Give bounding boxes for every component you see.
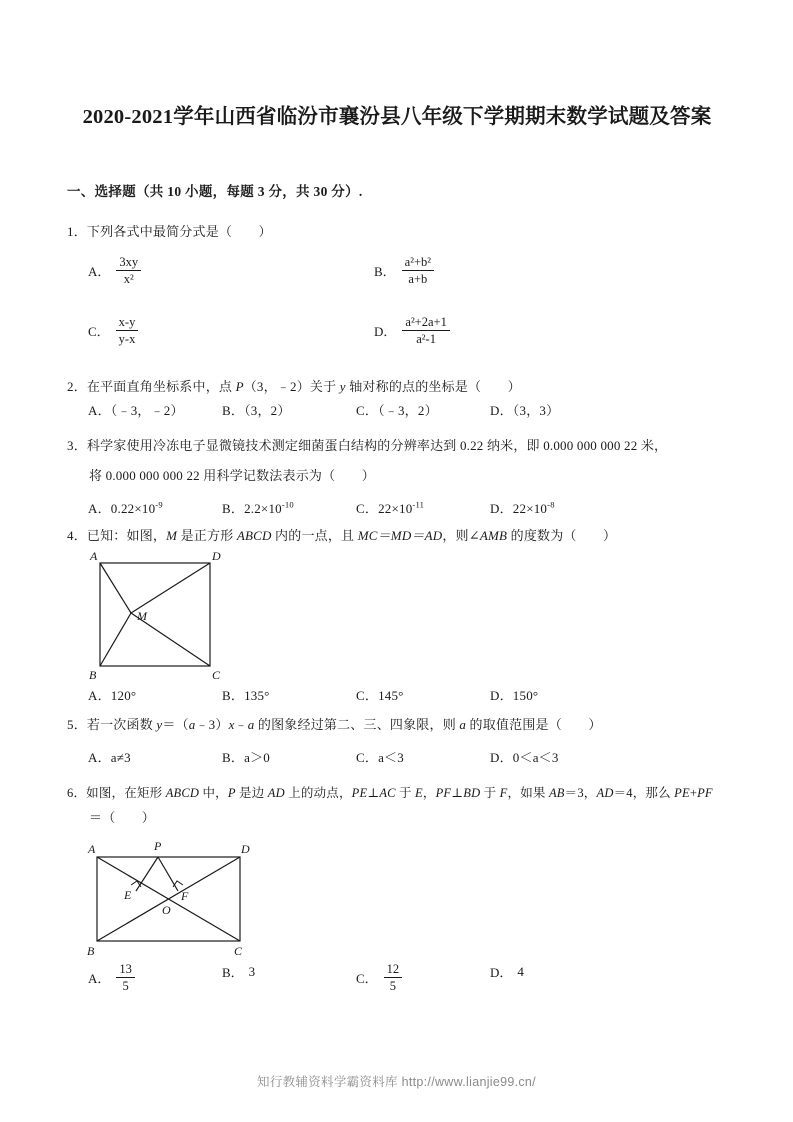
question-6-option-d <box>490 962 524 981</box>
segment-pe-2: PE <box>674 786 690 800</box>
option-d-mantissa: 22×10 <box>512 501 548 516</box>
question-4-number: 4． <box>67 528 87 543</box>
question-4-figure <box>84 550 234 685</box>
question-3-option-a <box>88 498 163 517</box>
perp-symbol-1: ⊥ <box>367 786 380 800</box>
option-c-denominator: 5 <box>389 979 397 993</box>
option-c-numerator: x-y <box>118 315 136 329</box>
option-b-label: B． <box>222 501 245 516</box>
question-3-option-c <box>356 498 424 517</box>
option-d-value: 4 <box>517 963 524 979</box>
question-3-options <box>67 498 739 522</box>
question-2-option-c: C．（﹣3，2） <box>356 403 438 418</box>
question-5-text-part-2: ＝（ <box>162 717 189 732</box>
vertex-label-b: B <box>87 944 95 958</box>
label-abcd: ABCD <box>236 528 272 543</box>
option-b-label: B． <box>222 965 244 980</box>
question-5-option-a: A．a≠3 <box>88 750 131 765</box>
variable-m: M <box>166 528 178 543</box>
question-6-stem-line-1 <box>67 781 739 805</box>
option-a-label: A． <box>88 501 111 516</box>
q6-part-1: 如图，在矩形 <box>86 786 166 800</box>
vertex-label-d: D <box>241 842 250 856</box>
question-1-stem <box>67 220 739 244</box>
question-4-text-part-1: 已知：如图， <box>86 528 167 543</box>
option-d-numerator: a²+2a+1 <box>405 315 447 329</box>
point-e: E <box>415 786 423 800</box>
question-1-number: 1． <box>67 224 87 239</box>
page-title: 2020-2021学年山西省临汾市襄汾县八年级下学期期末数学试题及答案 <box>82 106 712 128</box>
point-p: P <box>227 786 236 800</box>
segment-ad: AD <box>267 786 285 800</box>
question-5-number: 5． <box>67 717 87 732</box>
question-5-text-part-3: ﹣3） <box>195 717 229 732</box>
segment-pe: PE <box>351 786 368 800</box>
square-abcd-diagram <box>84 550 234 685</box>
question-5-options <box>67 747 739 771</box>
option-c-denominator: y-x <box>118 332 136 346</box>
segment-ab: AB <box>548 786 565 800</box>
variable-y: y <box>156 717 163 732</box>
q6-part-3: 是边 <box>235 786 268 800</box>
segment-pf <box>158 857 178 891</box>
question-6-number: 6． <box>67 786 87 800</box>
vertex-label-a: A <box>88 842 96 856</box>
option-a-fraction <box>116 255 141 286</box>
option-c-exponent: -11 <box>412 499 425 510</box>
relation-mc-md-ad: MC＝MD＝AD <box>357 528 443 543</box>
segment-pf-2: PF <box>697 786 713 800</box>
q6-part-7: 于 <box>480 786 500 800</box>
angle-amb: AMB <box>479 528 508 543</box>
option-a-exponent: -9 <box>155 499 163 510</box>
question-3-text-line-2: 将 0.000 000 000 22 用科学记数法表示为（ ） <box>89 468 375 483</box>
variable-x: x <box>228 717 235 732</box>
option-a-numerator: 3xy <box>119 255 139 269</box>
question-3-stem-line-2 <box>89 464 739 488</box>
question-5-option-d: D．0＜a＜3 <box>490 750 559 765</box>
option-c-label: C． <box>356 501 379 516</box>
point-label-o: O <box>162 903 171 917</box>
question-1-option-d <box>374 315 451 346</box>
question-3-option-b <box>222 498 294 517</box>
option-b-label: B． <box>374 264 396 279</box>
point-label-f: F <box>181 889 189 903</box>
question-2-option-a: A．（﹣3，﹣2） <box>88 403 184 418</box>
question-4-option-c: C．145° <box>356 688 404 703</box>
option-d-label: D． <box>490 965 513 980</box>
question-6-option-b <box>222 962 255 981</box>
segment-bm <box>100 613 131 666</box>
q6-part-8: ，如果 <box>507 786 549 800</box>
vertex-label-c: C <box>212 668 221 682</box>
question-6-stem-line-2 <box>89 806 761 830</box>
option-d-label: D． <box>374 324 397 339</box>
question-4-text-part-3: 内的一点，且 <box>271 528 358 543</box>
question-5-text-part-4: ﹣ <box>234 717 248 732</box>
question-3-stem-line-1 <box>67 434 739 458</box>
option-b-mantissa: 2.2×10 <box>244 501 282 516</box>
point-label-p: P <box>154 839 162 853</box>
question-2-option-b: B．（3，2） <box>222 403 291 418</box>
question-2-number: 2． <box>67 379 87 394</box>
question-5-option-c: C．a＜3 <box>356 750 404 765</box>
option-d-label: D． <box>490 501 513 516</box>
segment-pf: PF <box>435 786 452 800</box>
question-4-stem <box>67 524 739 548</box>
perp-symbol-2: ⊥ <box>451 786 464 800</box>
option-a-label: A． <box>88 971 111 986</box>
option-a-label: A． <box>88 264 111 279</box>
question-6-option-c <box>356 962 403 993</box>
option-d-denominator: a²-1 <box>416 332 436 346</box>
question-1-text: 下列各式中最简分式是（ ） <box>86 224 272 239</box>
q6-part-4: 上的动点， <box>284 786 352 800</box>
question-5-text-part-5: 的图象经过第二、三、四象限，则 <box>254 717 460 732</box>
vertex-label-m: M <box>137 609 147 623</box>
question-5-text-part-1: 若一次函数 <box>86 717 157 732</box>
question-2-text-part-1: 在平面直角坐标系中，点 <box>86 379 236 394</box>
variable-a-2: a <box>247 717 255 732</box>
option-d-fraction <box>402 315 449 346</box>
option-c-label: C． <box>88 324 110 339</box>
footer-watermark: 知行教辅资料学霸资料库 http://www.lianjie99.cn/ <box>257 1075 536 1089</box>
question-2-stem <box>67 375 739 399</box>
vertex-label-b: B <box>89 668 97 682</box>
rectangle-abcd-diagram <box>84 836 259 961</box>
question-6-figure <box>84 836 259 961</box>
option-c-numerator: 12 <box>386 962 400 976</box>
option-c-fraction <box>116 315 139 346</box>
question-1-option-b <box>374 255 435 286</box>
option-d-exponent: -8 <box>547 499 555 510</box>
question-6-option-a <box>88 962 136 993</box>
variable-y: y <box>339 379 346 394</box>
vertex-label-a: A <box>90 549 98 563</box>
question-2-option-d: D．（3，3） <box>490 403 560 418</box>
question-4-text-part-4: ，则∠ <box>442 528 480 543</box>
question-5-text-part-6: 的取值范围是（ ） <box>466 717 602 732</box>
option-c-fraction <box>384 962 403 993</box>
question-6-options <box>67 962 739 1002</box>
point-f: F <box>499 786 508 800</box>
question-5-stem <box>67 713 739 737</box>
question-4-text-part-2: 是正方形 <box>177 528 237 543</box>
question-4-option-a: A．120° <box>88 688 137 703</box>
question-1-options-row-2 <box>67 315 739 360</box>
question-6-text-line-2: ＝（ ） <box>89 810 156 825</box>
question-4-option-b: B．135° <box>222 688 270 703</box>
q6-part-10: ＝4，那么 <box>613 786 675 800</box>
q6-part-6: ， <box>422 786 436 800</box>
question-1-options-row-1 <box>67 255 739 300</box>
question-3-text-line-1: 科学家使用冷冻电子显微镜技术测定细菌蛋白结构的分辨率达到 0.22 纳米，即 0.000 000 000 22 米， <box>86 438 668 453</box>
segment-ac: AC <box>379 786 396 800</box>
option-b-numerator: a²+b² <box>404 255 432 269</box>
option-b-denominator: a+b <box>408 272 428 286</box>
variable-p: P <box>235 379 244 394</box>
option-a-mantissa: 0.22×10 <box>110 501 156 516</box>
q6-part-2: 中， <box>199 786 228 800</box>
segment-am <box>100 563 131 613</box>
question-3-option-d <box>490 498 555 517</box>
option-a-denominator: x² <box>123 272 134 286</box>
q6-part-5: 于 <box>395 786 416 800</box>
question-5-option-b: B．a＞0 <box>222 750 270 765</box>
plus-sign: + <box>689 786 698 800</box>
question-1-option-a <box>88 255 142 286</box>
question-3-number: 3． <box>67 438 87 453</box>
question-2-text-part-2: （3，﹣2）关于 <box>243 379 340 394</box>
variable-a-3: a <box>459 717 467 732</box>
question-4-text-part-5: 的度数为（ ） <box>507 528 617 543</box>
option-a-fraction <box>116 962 135 993</box>
option-a-denominator: 5 <box>122 979 129 993</box>
variable-a: a <box>188 717 196 732</box>
q6-part-9: ＝3， <box>564 786 597 800</box>
vertex-label-c: C <box>234 944 243 958</box>
question-2-options <box>67 400 739 424</box>
option-c-label: C． <box>356 971 378 986</box>
segment-ad-2: AD <box>596 786 614 800</box>
segment-bd: BD <box>463 786 481 800</box>
option-c-mantissa: 22×10 <box>378 501 413 516</box>
option-b-value: 3 <box>248 963 256 979</box>
option-a-numerator: 13 <box>119 962 132 976</box>
question-4-option-d: D．150° <box>490 688 539 703</box>
segment-dm <box>131 563 210 613</box>
question-2-text-part-3: 轴对称的点的坐标是（ ） <box>345 379 521 394</box>
section-heading: 一、选择题（共 10 小题，每题 3 分，共 30 分）. <box>67 184 363 199</box>
square-outline <box>100 563 210 666</box>
label-abcd: ABCD <box>165 786 200 800</box>
option-b-exponent: -10 <box>281 499 294 510</box>
question-1-option-c <box>88 315 139 346</box>
question-4-options <box>67 685 739 709</box>
point-label-e: E <box>124 888 132 902</box>
option-b-fraction <box>402 255 434 286</box>
vertex-label-d: D <box>212 549 221 563</box>
